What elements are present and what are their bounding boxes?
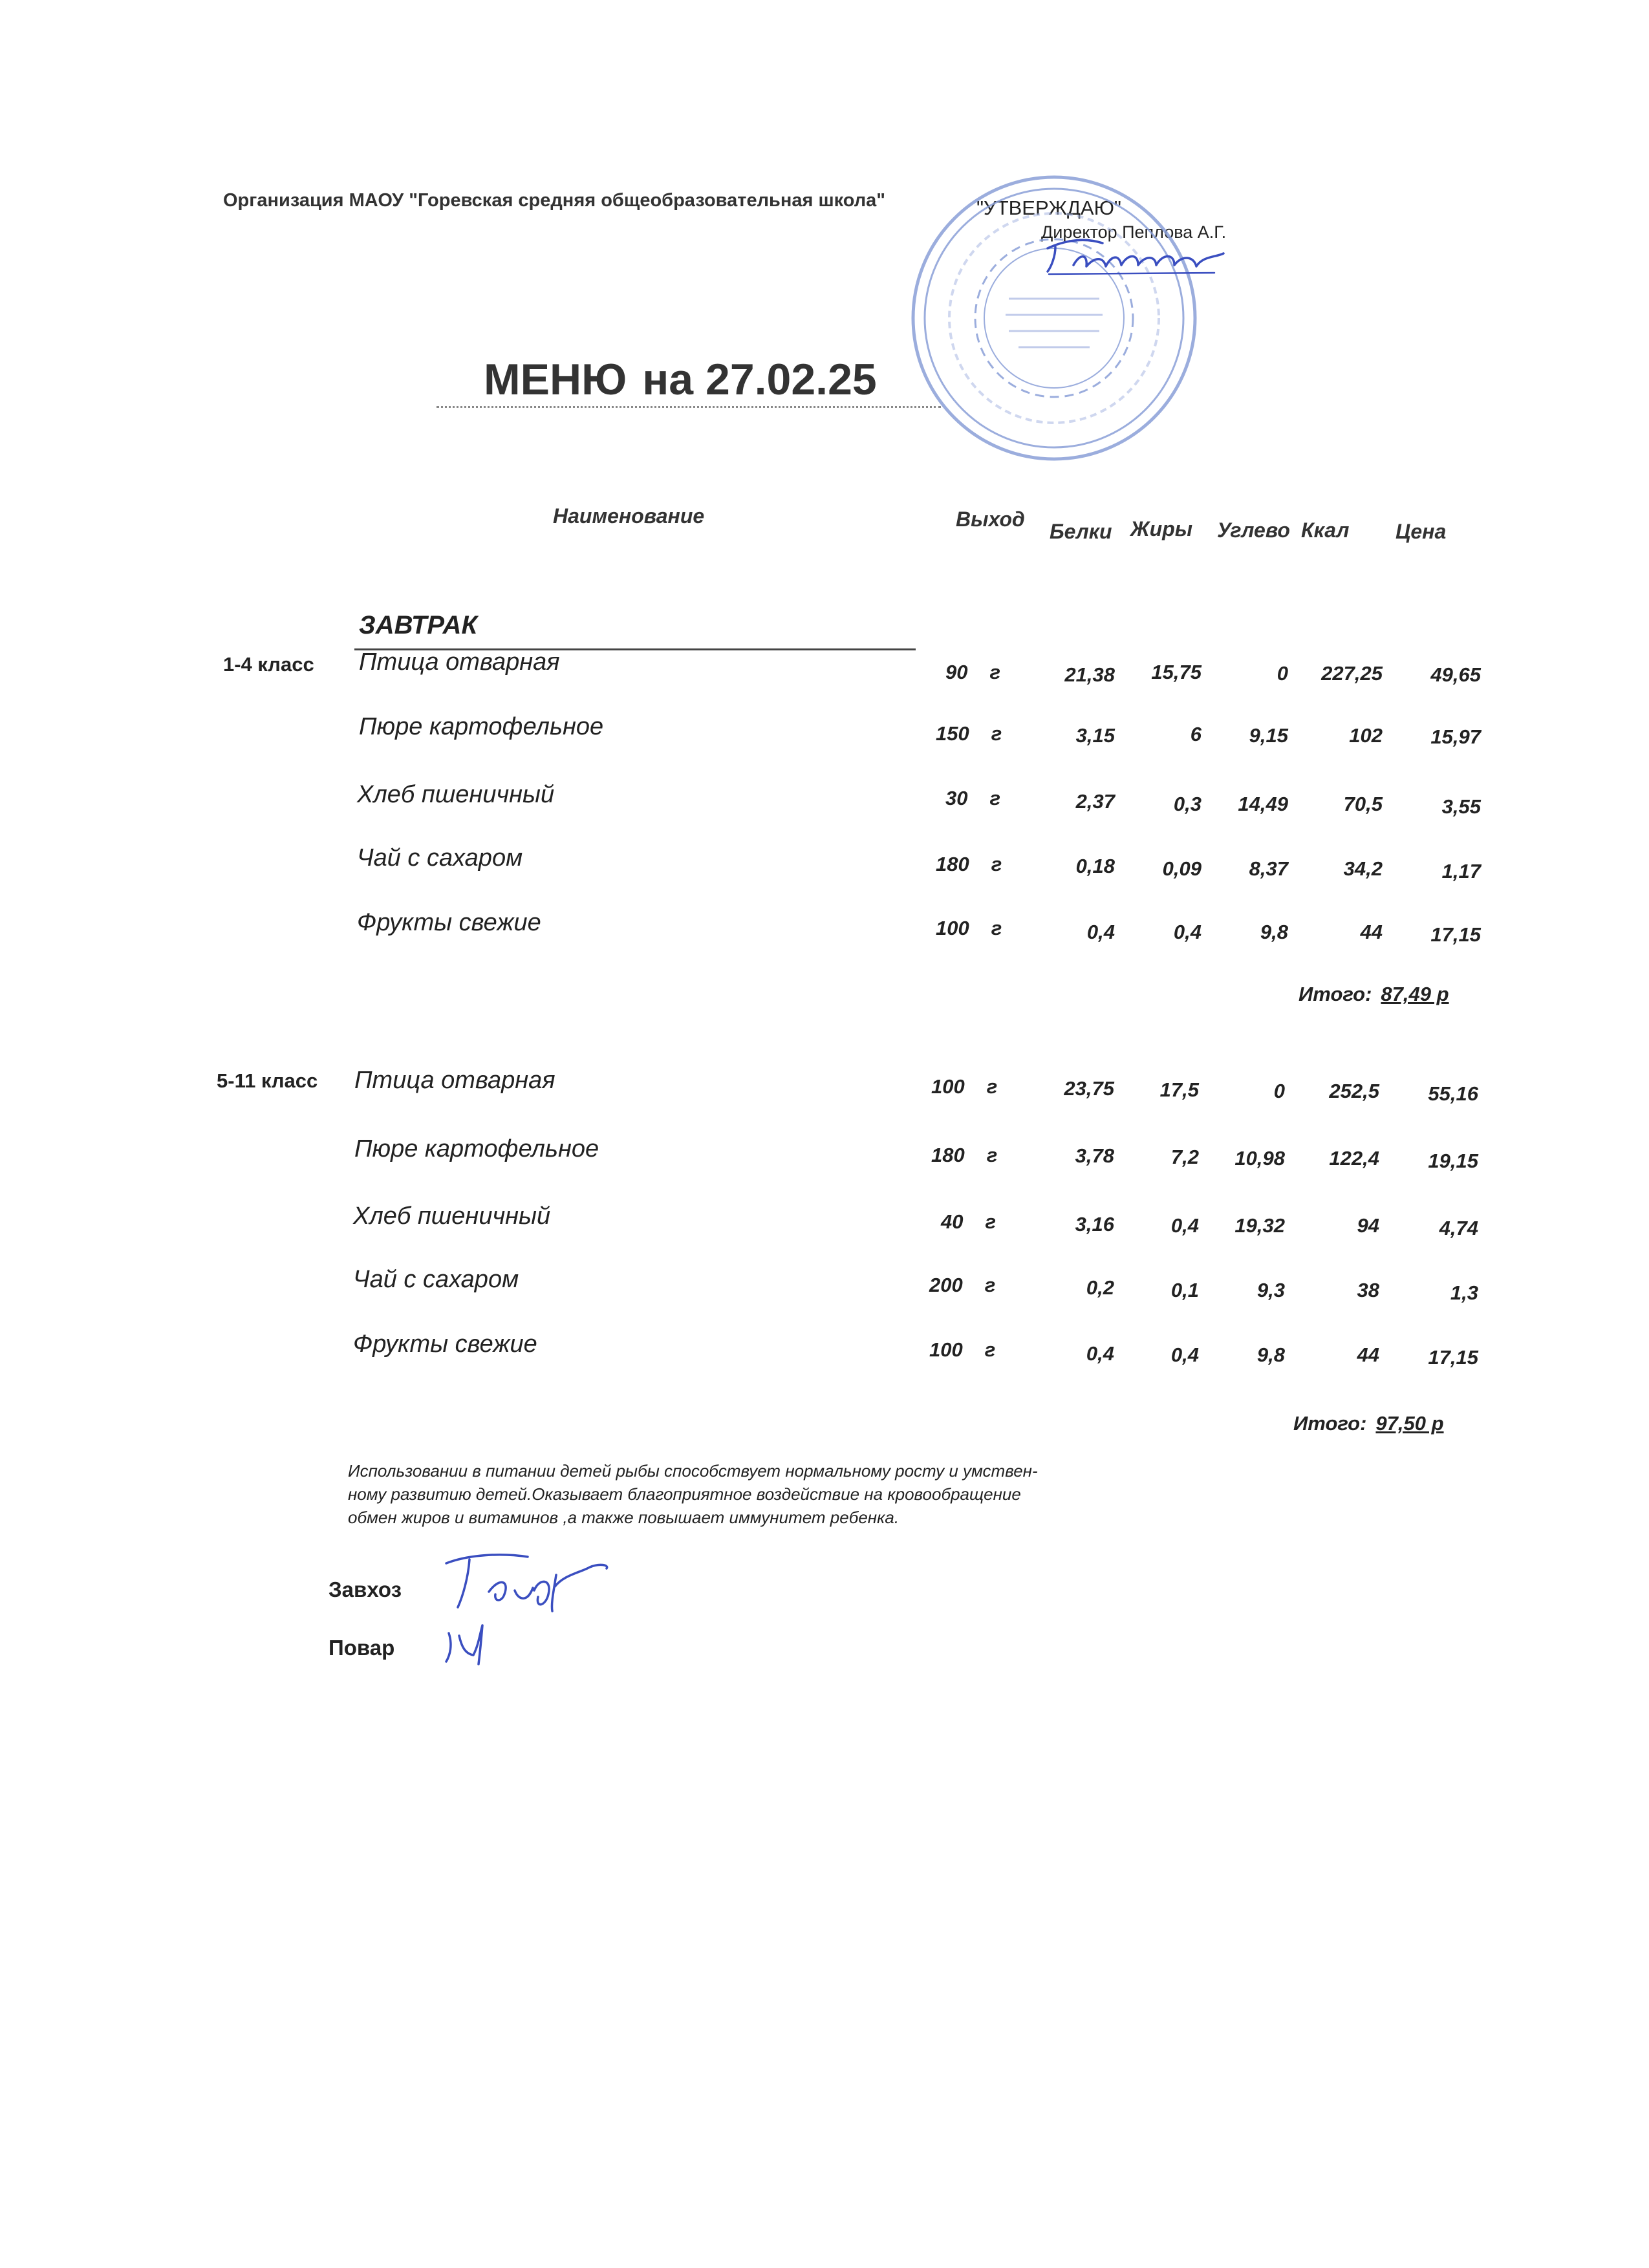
column-header-kcal: Ккал (1301, 519, 1350, 542)
dish-kcal: 44 (1360, 921, 1383, 943)
dish-price: 1,17 (1441, 860, 1481, 883)
dish-unit: г (984, 1274, 996, 1296)
dish-fat: 0,4 (1173, 921, 1202, 943)
meal-section-title: ЗАВТРАК (359, 611, 478, 639)
dish-protein: 21,38 (1064, 663, 1115, 686)
dish-unit: г (989, 787, 1001, 809)
dish-weight: 180 (931, 1144, 965, 1166)
dish-output (945, 661, 1000, 684)
dish-price: 15,97 (1430, 725, 1481, 748)
dish-protein: 2,37 (1075, 790, 1115, 813)
school-stamp-icon (902, 169, 1206, 467)
dish-fat: 17,5 (1159, 1078, 1199, 1101)
dish-protein: 0,4 (1086, 921, 1115, 943)
dish-weight: 200 (929, 1274, 963, 1296)
dish-unit: г (989, 661, 1001, 683)
dish-protein: 23,75 (1064, 1077, 1114, 1100)
dish-carbs: 9,8 (1256, 1343, 1285, 1366)
note-line: ному развитию детей.Оказывает благоприятное воздействие на кровообращение (348, 1484, 1021, 1504)
dish-carbs: 0 (1277, 662, 1288, 685)
dish-kcal: 44 (1357, 1343, 1379, 1366)
dish-kcal: 38 (1357, 1279, 1379, 1301)
dish-price: 55,16 (1428, 1082, 1478, 1105)
dish-unit: г (985, 1210, 997, 1233)
group-total (1299, 983, 1449, 1006)
dish-name: Хлеб пшеничный (357, 781, 555, 808)
dish-weight: 100 (936, 917, 969, 939)
dish-output (936, 722, 1002, 745)
note-line: Использовании в питании детей рыбы способствует нормальному росту и умствен- (348, 1461, 1038, 1481)
dish-unit: г (991, 722, 1002, 745)
column-header-carbs: Углево (1217, 519, 1290, 542)
dish-output (936, 853, 1002, 876)
dish-price: 19,15 (1428, 1150, 1478, 1172)
dish-carbs: 10,98 (1234, 1147, 1285, 1170)
column-header-price: Цена (1396, 520, 1447, 543)
dish-price: 1,3 (1450, 1281, 1478, 1304)
dish-weight: 100 (931, 1075, 965, 1098)
dish-weight: 150 (936, 722, 969, 745)
dish-name: Фрукты свежие (353, 1331, 537, 1358)
dish-kcal: 227,25 (1321, 662, 1383, 685)
column-header-fat: Жиры (1130, 517, 1193, 540)
group-total (1293, 1412, 1444, 1435)
dish-output (941, 1210, 996, 1234)
total-value: 87,49 р (1381, 983, 1449, 1005)
approval-mark: "УТВЕРЖДАЮ" (976, 197, 1121, 219)
column-header-protein: Белки (1050, 520, 1112, 543)
organization-name: Организация МАОУ "Горевская средняя общеобразовательная школа" (223, 190, 886, 211)
dish-carbs: 14,49 (1238, 793, 1288, 815)
dish-price: 4,74 (1439, 1217, 1478, 1239)
column-header-name: Наименование (553, 504, 705, 528)
dish-name: Хлеб пшеничный (353, 1203, 551, 1230)
dish-unit: г (991, 917, 1002, 939)
dish-protein: 0,18 (1075, 855, 1115, 877)
dish-name: Пюре картофельное (359, 713, 604, 740)
dish-kcal: 34,2 (1343, 857, 1383, 880)
dish-carbs: 9,8 (1260, 921, 1288, 943)
cook-signature-icon (440, 1616, 491, 1668)
title-underline (436, 406, 941, 408)
dish-unit: г (986, 1075, 998, 1098)
dish-name: Птица отварная (359, 648, 560, 676)
dish-name: Пюре картофельное (354, 1135, 599, 1162)
dish-price: 17,15 (1430, 923, 1481, 946)
total-value: 97,50 р (1375, 1412, 1444, 1435)
dish-protein: 3,78 (1075, 1144, 1114, 1167)
dish-kcal: 102 (1349, 724, 1383, 747)
column-header-output: Выход (956, 508, 1025, 531)
nutrition-note (348, 1459, 1124, 1529)
page-title (484, 354, 877, 405)
dish-carbs: 9,15 (1249, 724, 1288, 747)
title-word: МЕНЮ (484, 355, 627, 404)
dish-weight: 180 (936, 853, 969, 875)
dish-weight: 30 (945, 787, 968, 809)
dish-fat: 15,75 (1151, 661, 1202, 683)
dish-name: Чай с сахаром (357, 844, 523, 872)
dish-weight: 90 (945, 661, 968, 683)
dish-protein: 3,16 (1075, 1213, 1114, 1236)
dish-carbs: 8,37 (1249, 857, 1288, 880)
director-line: Директор Пеплова А.Г. (1041, 222, 1227, 242)
dish-price: 49,65 (1430, 663, 1481, 686)
dish-weight: 40 (941, 1210, 964, 1233)
storekeeper-label: Завхоз (329, 1578, 402, 1601)
dish-name: Птица отварная (354, 1067, 555, 1094)
dish-output (929, 1338, 995, 1362)
dish-kcal: 70,5 (1343, 793, 1383, 815)
dish-unit: г (986, 1144, 998, 1166)
note-line: обмен жиров и витаминов ,а также повышает иммунитет ребенка. (348, 1508, 900, 1527)
dish-fat: 7,2 (1170, 1146, 1199, 1168)
dish-price: 3,55 (1441, 795, 1481, 818)
dish-fat: 0,1 (1170, 1279, 1199, 1301)
total-label: Итого: (1293, 1412, 1367, 1435)
total-label: Итого: (1299, 983, 1372, 1005)
dish-carbs: 0 (1273, 1080, 1285, 1102)
dish-output (945, 787, 1000, 810)
dish-carbs: 19,32 (1234, 1214, 1285, 1237)
dish-protein: 3,15 (1075, 724, 1115, 747)
dish-fat: 0,4 (1170, 1214, 1199, 1237)
dish-name: Фрукты свежие (357, 909, 541, 936)
dish-carbs: 9,3 (1256, 1279, 1285, 1301)
dish-output (931, 1144, 997, 1167)
title-date: на 27.02.25 (642, 355, 877, 404)
cook-label: Повар (329, 1636, 395, 1660)
dish-weight: 100 (929, 1338, 963, 1361)
storekeeper-signature-icon (437, 1549, 618, 1620)
dish-fat: 6 (1190, 723, 1202, 745)
dish-kcal: 252,5 (1329, 1080, 1379, 1102)
dish-fat: 0,09 (1162, 857, 1202, 880)
dish-output (936, 917, 1002, 940)
dish-unit: г (991, 853, 1002, 875)
dish-name: Чай с сахаром (353, 1266, 519, 1293)
dish-kcal: 122,4 (1329, 1147, 1379, 1170)
dish-output (929, 1274, 995, 1297)
dish-price: 17,15 (1428, 1346, 1478, 1369)
dish-protein: 0,2 (1086, 1276, 1114, 1299)
director-signature-icon (1041, 234, 1235, 281)
dish-protein: 0,4 (1086, 1342, 1114, 1365)
dish-fat: 0,4 (1170, 1343, 1199, 1366)
class-label: 5-11 класс (217, 1069, 318, 1092)
class-label: 1-4 класс (223, 653, 314, 676)
dish-output (931, 1075, 997, 1098)
dish-kcal: 94 (1357, 1214, 1379, 1237)
dish-fat: 0,3 (1173, 793, 1202, 815)
dish-unit: г (984, 1338, 996, 1361)
